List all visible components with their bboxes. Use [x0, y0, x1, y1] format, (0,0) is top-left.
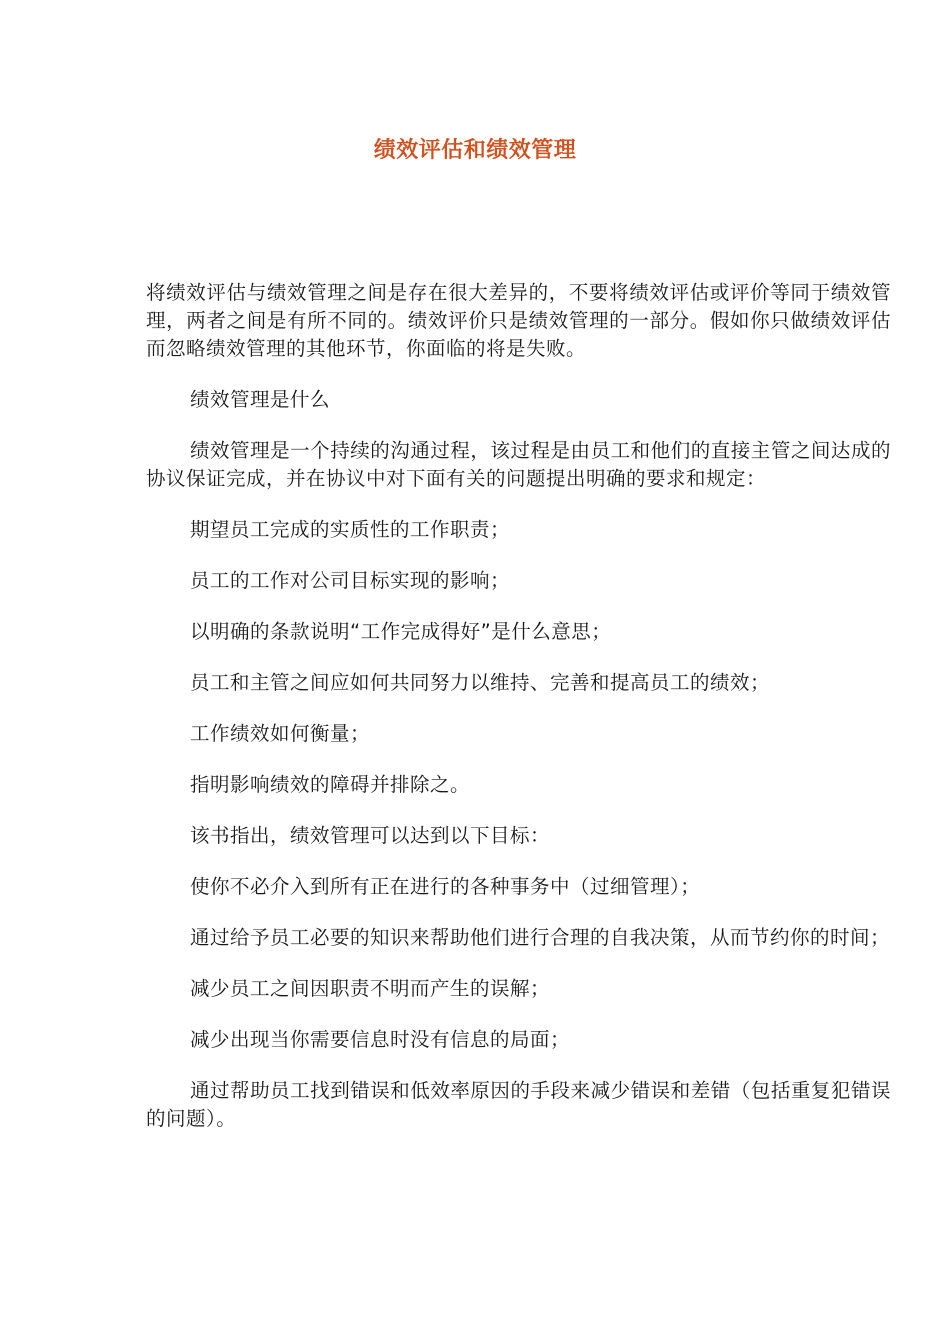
goal-item: 减少出现当你需要信息时没有信息的局面； [190, 1028, 571, 1051]
goals-intro-paragraph: 该书指出，绩效管理可以达到以下目标： [190, 824, 551, 847]
goal-item: 通过给予员工必要的知识来帮助他们进行合理的自我决策，从而节约你的时间； [190, 926, 891, 949]
list-item: 员工和主管之间应如何共同努力以维持、完善和提高员工的绩效； [190, 671, 771, 694]
goal-item: 通过帮助员工找到错误和低效率原因的手段来减少错误和差错（包括重复犯错误的问题）。 [146, 1079, 891, 1130]
list-item: 以明确的条款说明“工作完成得好”是什么意思； [190, 620, 612, 643]
document-title: 绩效评估和绩效管理 [373, 137, 577, 163]
list-item: 员工的工作对公司目标实现的影响； [190, 569, 511, 592]
section-heading: 绩效管理是什么 [190, 388, 331, 411]
list-item: 期望员工完成的实质性的工作职责； [190, 518, 511, 541]
intro-paragraph: 将绩效评估与绩效管理之间是存在很大差异的，不要将绩效评估或评价等同于绩效管理，两者之间是有所不同的。绩效评价只是绩效管理的一部分。假如你只做绩效评估而忽略绩效管理的其他环节，你面临的将是失败。 [146, 281, 891, 360]
list-item: 工作绩效如何衡量； [190, 722, 371, 745]
list-item: 指明影响绩效的障碍并排除之。 [190, 773, 471, 796]
goal-item: 减少员工之间因职责不明而产生的误解； [190, 977, 551, 1000]
definition-paragraph: 绩效管理是一个持续的沟通过程，该过程是由员工和他们的直接主管之间达成的协议保证完成，并在协议中对下面有关的问题提出明确的要求和规定： [146, 439, 891, 490]
document-body [146, 279, 891, 1156]
goal-item: 使你不必介入到所有正在进行的各种事务中（过细管理）； [190, 875, 701, 898]
